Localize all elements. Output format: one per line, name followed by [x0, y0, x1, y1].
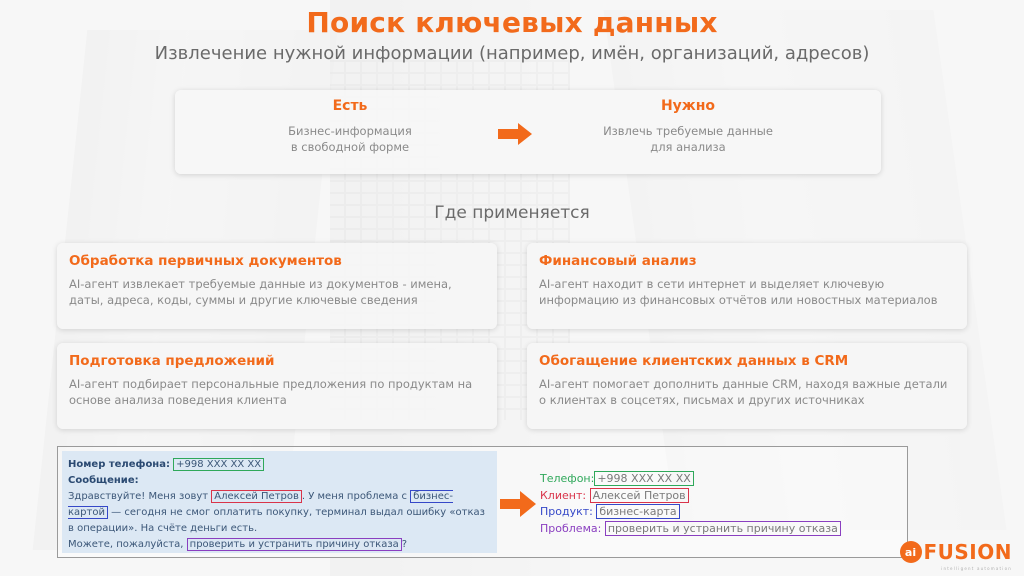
field-phone	[540, 471, 841, 488]
field-value: бизнес-карта	[596, 504, 679, 519]
message-text: ?	[401, 539, 408, 550]
where-applied-heading: Где применяется	[434, 203, 590, 223]
extracted-fields	[540, 471, 841, 537]
field-problem	[540, 521, 841, 538]
card-text: AI-агент помогает дополнить данные CRM, находя важные детали о клиентах в соцсетях, письмах и других источниках	[539, 377, 948, 407]
example-panel	[57, 446, 908, 558]
card-text: AI-агент подбирает персональные предложения по продуктам на основе анализа поведения клиента	[69, 377, 473, 407]
card-offers	[57, 343, 497, 429]
source-message	[62, 451, 497, 553]
card-primary-documents	[57, 243, 497, 329]
have-need-panel	[175, 90, 881, 174]
page-title: Поиск ключевых данных	[306, 6, 718, 39]
card-title: Обработка первичных документов	[69, 253, 342, 269]
logo-tagline: intelligent automation	[941, 566, 1012, 571]
field-key: Продукт:	[540, 505, 593, 518]
name-highlight: Алексей Петров	[211, 490, 302, 503]
phone-label: Номер телефона:	[68, 459, 170, 470]
message-text: — сегодня не смог оплатить покупку, терминал выдал ошибку «отказ в операции». На счёте деньги есть.	[68, 507, 485, 534]
card-crm-enrichment	[527, 343, 967, 429]
field-value: проверить и устранить причину отказа	[605, 521, 841, 536]
product-highlight: бизнес-картой	[68, 491, 453, 518]
request-highlight: проверить и устранить причину отказа	[187, 538, 402, 551]
card-text: AI-агент находит в сети интернет и выделяет ключевую информацию из финансовых отчётов или новостных материалов	[539, 277, 938, 307]
phone-highlight: +998 XXX XX XX	[173, 458, 264, 471]
logo-circle-icon: ai	[900, 541, 922, 563]
message-body-end	[68, 537, 491, 553]
message-text: Здравствуйте! Меня зовут	[68, 491, 212, 502]
have-line2: в свободной форме	[290, 140, 410, 154]
message-label: Сообщение:	[68, 475, 139, 486]
field-key: Клиент:	[540, 488, 587, 502]
need-column	[578, 98, 798, 155]
need-heading: Нужно	[660, 98, 716, 114]
message-body	[68, 489, 491, 537]
field-value: +998 XXX XX XX	[594, 471, 693, 486]
field-client	[540, 488, 841, 505]
phone-line	[68, 457, 491, 473]
field-product	[540, 504, 841, 521]
arrow-right-icon	[500, 491, 536, 517]
field-key: Проблема:	[540, 521, 602, 535]
card-title: Подготовка предложений	[69, 353, 275, 369]
message-text: . У меня проблема с	[301, 491, 411, 502]
field-key: Телефон:	[540, 472, 595, 485]
logo-wordmark: FUSION	[923, 540, 1012, 564]
need-line1: Извлечь требуемые данные	[603, 124, 773, 138]
page-subtitle: Извлечение нужной информации (например, имён, организаций, адресов)	[154, 43, 870, 64]
have-heading: Есть	[332, 98, 368, 114]
card-text: AI-агент извлекает требуемые данные из документов - имена, даты, адреса, коды, суммы и другие ключевые сведения	[69, 277, 452, 307]
have-column	[240, 98, 460, 155]
field-value: Алексей Петров	[590, 488, 689, 503]
card-title: Обогащение клиентских данных в CRM	[539, 353, 849, 369]
need-line2: для анализа	[650, 140, 726, 154]
card-financial-analysis	[527, 243, 967, 329]
brand-logo	[900, 540, 1013, 571]
message-text: Можете, пожалуйста,	[68, 539, 187, 550]
card-title: Финансовый анализ	[539, 253, 697, 269]
have-line1: Бизнес-информация	[288, 124, 412, 138]
arrow-right-icon	[498, 123, 532, 145]
